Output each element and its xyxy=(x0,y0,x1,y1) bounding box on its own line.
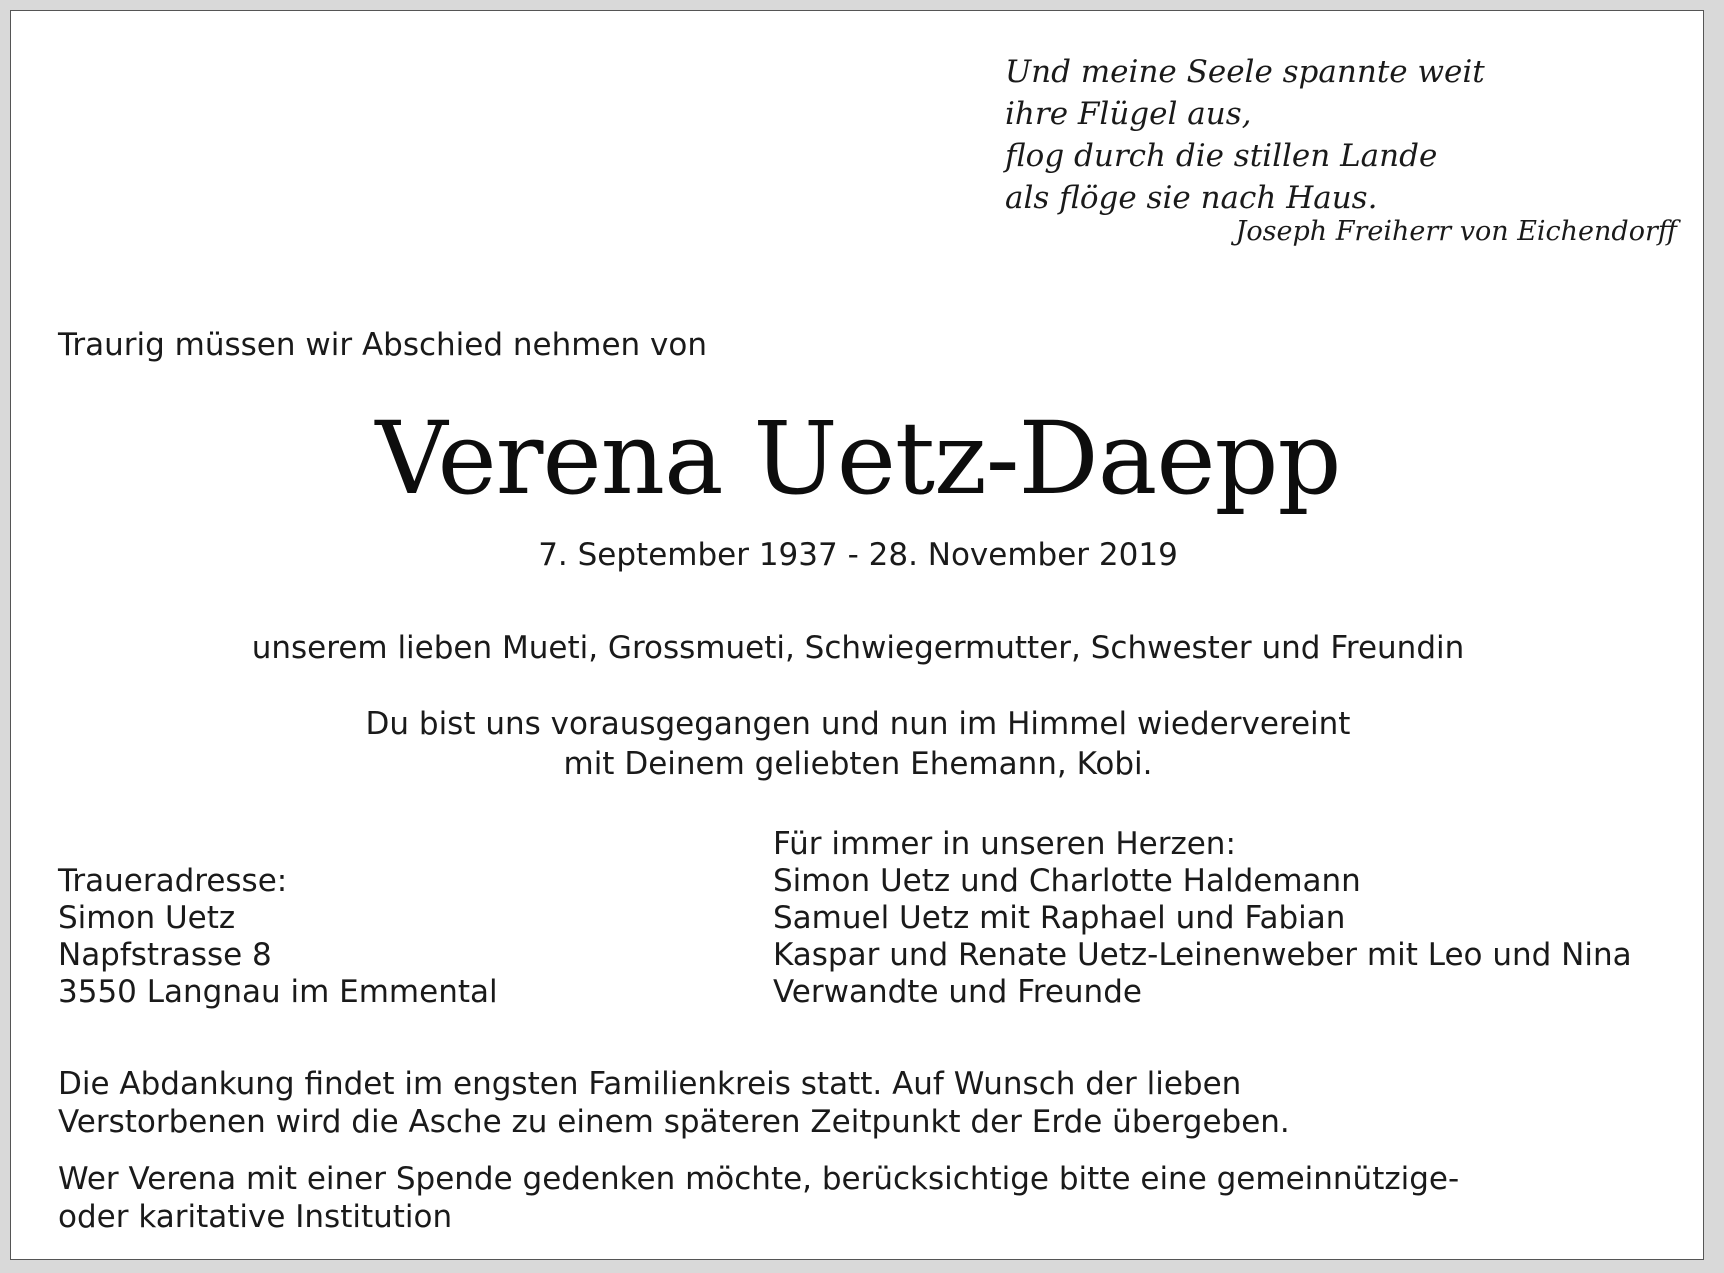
obituary-notice xyxy=(10,10,1704,1260)
poem-line: flog durch die stillen Lande xyxy=(1005,138,1438,174)
address-label: Traueradresse: xyxy=(58,863,288,899)
farewell-line: mit Deinem geliebten Ehemann, Kobi. xyxy=(563,746,1153,782)
poem-quote xyxy=(1005,51,1485,219)
ceremony-notice xyxy=(58,1065,1290,1141)
address-line: Napfstrasse 8 xyxy=(58,937,272,973)
donation-line: Wer Verena mit einer Spende gedenken möchte, berücksichtige bitte eine gemeinnützige- xyxy=(58,1161,1460,1197)
ceremony-line: Verstorbenen wird die Asche zu einem späteren Zeitpunkt der Erde übergeben. xyxy=(58,1104,1290,1140)
family-label: Für immer in unseren Herzen: xyxy=(773,826,1236,862)
intro-text: Traurig müssen wir Abschied nehmen von xyxy=(58,327,707,363)
address-line: Simon Uetz xyxy=(58,900,236,936)
mourning-address xyxy=(58,863,498,1011)
family-list xyxy=(773,826,1632,1011)
family-member: Samuel Uetz mit Raphael und Fabian xyxy=(773,900,1346,936)
relation-text: unserem lieben Mueti, Grossmueti, Schwiegermutter, Schwester und Freundin xyxy=(251,630,1465,666)
poem-line: als flöge sie nach Haus. xyxy=(1005,180,1378,216)
poem-author: Joseph Freiherr von Eichendorff xyxy=(1235,216,1677,247)
farewell-text xyxy=(11,704,1705,784)
poem-line: Und meine Seele spannte weit xyxy=(1005,54,1485,90)
farewell-line: Du bist uns vorausgegangen und nun im Himmel wiedervereint xyxy=(365,706,1351,742)
deceased-name: Verena Uetz-Daepp xyxy=(375,400,1341,517)
family-member: Simon Uetz und Charlotte Haldemann xyxy=(773,863,1361,899)
donation-line: oder karitative Institution xyxy=(58,1199,453,1235)
poem-line: ihre Flügel aus, xyxy=(1005,96,1252,132)
life-dates: 7. September 1937 - 28. November 2019 xyxy=(538,537,1178,573)
ceremony-line: Die Abdankung findet im engsten Familienkreis statt. Auf Wunsch der lieben xyxy=(58,1066,1242,1102)
address-line: 3550 Langnau im Emmental xyxy=(58,974,498,1010)
family-member: Kaspar und Renate Uetz-Leinenweber mit Leo und Nina xyxy=(773,937,1632,973)
family-member: Verwandte und Freunde xyxy=(773,974,1142,1010)
donation-notice xyxy=(58,1160,1459,1236)
